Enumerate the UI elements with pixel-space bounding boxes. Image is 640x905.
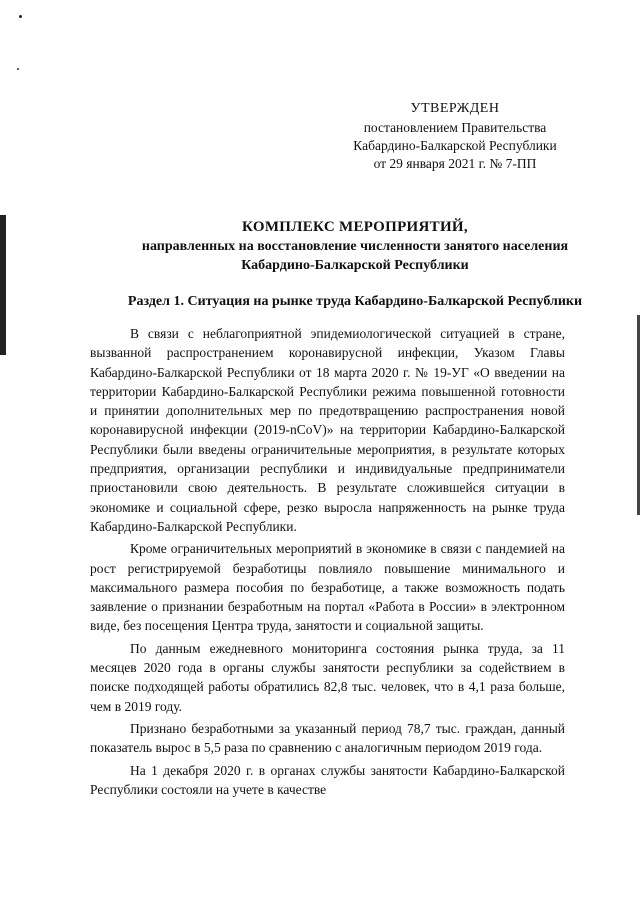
document-title-line: направленных на восстановление численности занятого населения — [141, 239, 569, 254]
document-title-line: Кабардино-Балкарской Республики — [241, 258, 469, 273]
document-title — [80, 218, 630, 275]
approval-line: Кабардино-Балкарской Республики — [353, 138, 557, 153]
scan-edge-mark-left — [0, 215, 6, 355]
document-body — [90, 324, 565, 802]
body-paragraph: Кроме ограничительных мероприятий в экономике в связи с пандемией на рост регистрируемой безработицы повлияло повышение минимального и максимального размера пособия по безработице, а также возможность подать заявление о признании безработным на портал «Работа в России» в электронном виде, без посещения Центра труда, занятости и социальной защиты. — [90, 541, 565, 634]
approval-line: от 29 января 2021 г. № 7-ПП — [373, 156, 537, 171]
body-paragraph: На 1 декабря 2020 г. в органах службы занятости Кабардино-Балкарской Республики состояли на учете в качестве — [90, 762, 565, 797]
document-title-main: КОМПЛЕКС МЕРОПРИЯТИЙ, — [242, 219, 468, 235]
body-paragraph: По данным ежедневного мониторинга состояния рынка труда, за 11 месяцев 2020 года в органы службы занятости республики за содействием в поиске подходящей работы обратились 82,8 тыс. человек, что в 4,1 раза больше, чем в 2019 году. — [90, 640, 565, 714]
approval-stamp — [330, 100, 580, 173]
section-heading: Раздел 1. Ситуация на рынке труда Кабардино-Балкарской Республики — [127, 294, 583, 309]
body-paragraph: В связи с неблагоприятной эпидемиологической ситуацией в стране, вызванной распространением коронавирусной инфекции, Указом Главы Кабардино-Балкарской Республики от 18 марта 2020 г. № 19-УГ «О введении на территории Кабардино-Балкарской Республики режима повышенной готовности и принятии дополнительных мер по предотвращению распространения новой коронавирусной инфекции (2019-nCoV)» на территории Кабардино-Балкарской Республики были введены ограничительные мероприятия, в результате которых предприятия, организации республики и индивидуальные предприниматели приостановили свою деятельность. В результате сложившейся ситуации в экономике и социальной сфере, резко выросла напряженность на рынке труда Кабардино-Балкарской Республики. — [90, 326, 565, 534]
scan-speck — [17, 68, 19, 70]
body-paragraph: Признано безработными за указанный период 78,7 тыс. граждан, данный показатель вырос в 5,5 раза по сравнению с аналогичным периодом 2019 года. — [90, 720, 565, 756]
approval-heading: УТВЕРЖДЕН — [410, 101, 500, 116]
scan-speck — [19, 15, 22, 18]
approval-line: постановлением Правительства — [363, 120, 547, 135]
